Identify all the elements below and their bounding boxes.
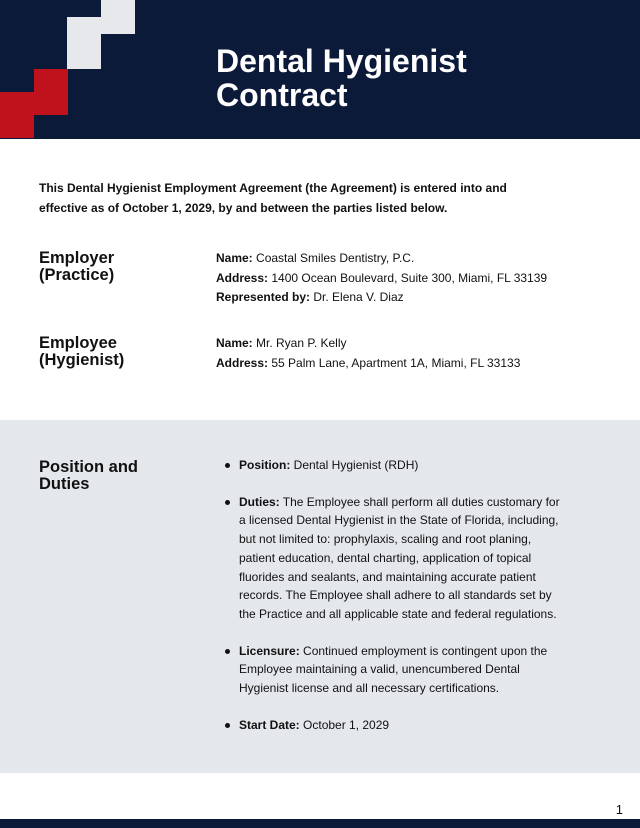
employer-heading — [39, 250, 199, 284]
list-item-duties — [222, 493, 567, 624]
duties-list — [222, 456, 567, 752]
employer-name-row — [216, 249, 547, 269]
list-item-start-date — [222, 716, 567, 735]
employer-address-row — [216, 269, 547, 289]
footer-bar — [0, 819, 640, 828]
position-heading-line-2: Duties — [39, 475, 90, 493]
bullet-icon — [225, 649, 230, 654]
intro-line-1: This Dental Hygienist Employment Agreement (the Agreement) is entered into and — [39, 181, 507, 195]
decorative-block-light — [101, 17, 135, 34]
employee-name-row — [216, 334, 520, 354]
item-label: Licensure: — [239, 643, 300, 658]
list-item-licensure — [222, 642, 567, 698]
field-value: Dr. Elena V. Diaz — [310, 290, 404, 304]
item-text: October 1, 2029 — [299, 717, 390, 732]
page-title — [216, 44, 467, 112]
field-label: Represented by: — [216, 290, 311, 304]
employer-heading-line-2: (Practice) — [39, 266, 115, 284]
employer-heading-line-1: Employer — [39, 249, 115, 267]
bullet-icon — [225, 500, 230, 505]
field-value: Mr. Ryan P. Kelly — [252, 336, 347, 350]
bullet-icon — [225, 723, 230, 728]
employee-address-row — [216, 354, 520, 374]
item-text: The Employee shall perform all duties customary for a licensed Dental Hygienist in the State of Florida, including, but not limited to: prophylaxis, scaling and root planing, patient education, dental charting, application of topical fluorides and sealants, and maintaining accurate patient records. The Employee shall adhere to all standards set by the Practice and all applicable state and federal regulations. — [239, 494, 560, 621]
position-heading-line-1: Position and — [39, 458, 138, 476]
employer-details — [216, 249, 547, 308]
item-label: Start Date: — [239, 717, 300, 732]
field-value: 1400 Ocean Boulevard, Suite 300, Miami, FL 33139 — [268, 270, 548, 285]
intro-paragraph — [39, 179, 539, 218]
employee-heading-line-1: Employee — [39, 334, 117, 352]
item-text: Dental Hygienist (RDH) — [290, 458, 419, 472]
list-item-position — [222, 456, 567, 475]
item-label: Position: — [239, 458, 291, 472]
field-label: Name: — [216, 336, 253, 350]
position-heading — [39, 459, 199, 493]
employee-heading-line-2: (Hygienist) — [39, 351, 125, 369]
intro-line-2: effective as of October 1, 2029, by and between the parties listed below. — [39, 200, 448, 215]
title-line-2: Contract — [216, 77, 348, 113]
field-value: 55 Palm Lane, Apartment 1A, Miami, FL 33133 — [268, 355, 521, 370]
field-label: Name: — [216, 251, 253, 265]
decorative-block-light — [67, 17, 101, 69]
item-label: Duties: — [239, 494, 280, 509]
item-text: Continued employment is contingent upon the Employee maintaining a valid, unencumbered Dental Hygienist license and all necessary certifications. — [239, 643, 548, 696]
employee-heading — [39, 335, 199, 369]
title-line-1: Dental Hygienist — [216, 43, 467, 79]
header-banner — [0, 0, 640, 139]
bullet-icon — [225, 463, 230, 468]
field-label: Address: — [216, 355, 269, 370]
page-number: 1 — [615, 802, 623, 817]
decorative-block-red — [0, 92, 68, 115]
field-value: Coastal Smiles Dentistry, P.C. — [252, 251, 415, 265]
employer-representative-row — [216, 288, 547, 308]
field-label: Address: — [216, 270, 269, 285]
employee-details — [216, 334, 520, 373]
